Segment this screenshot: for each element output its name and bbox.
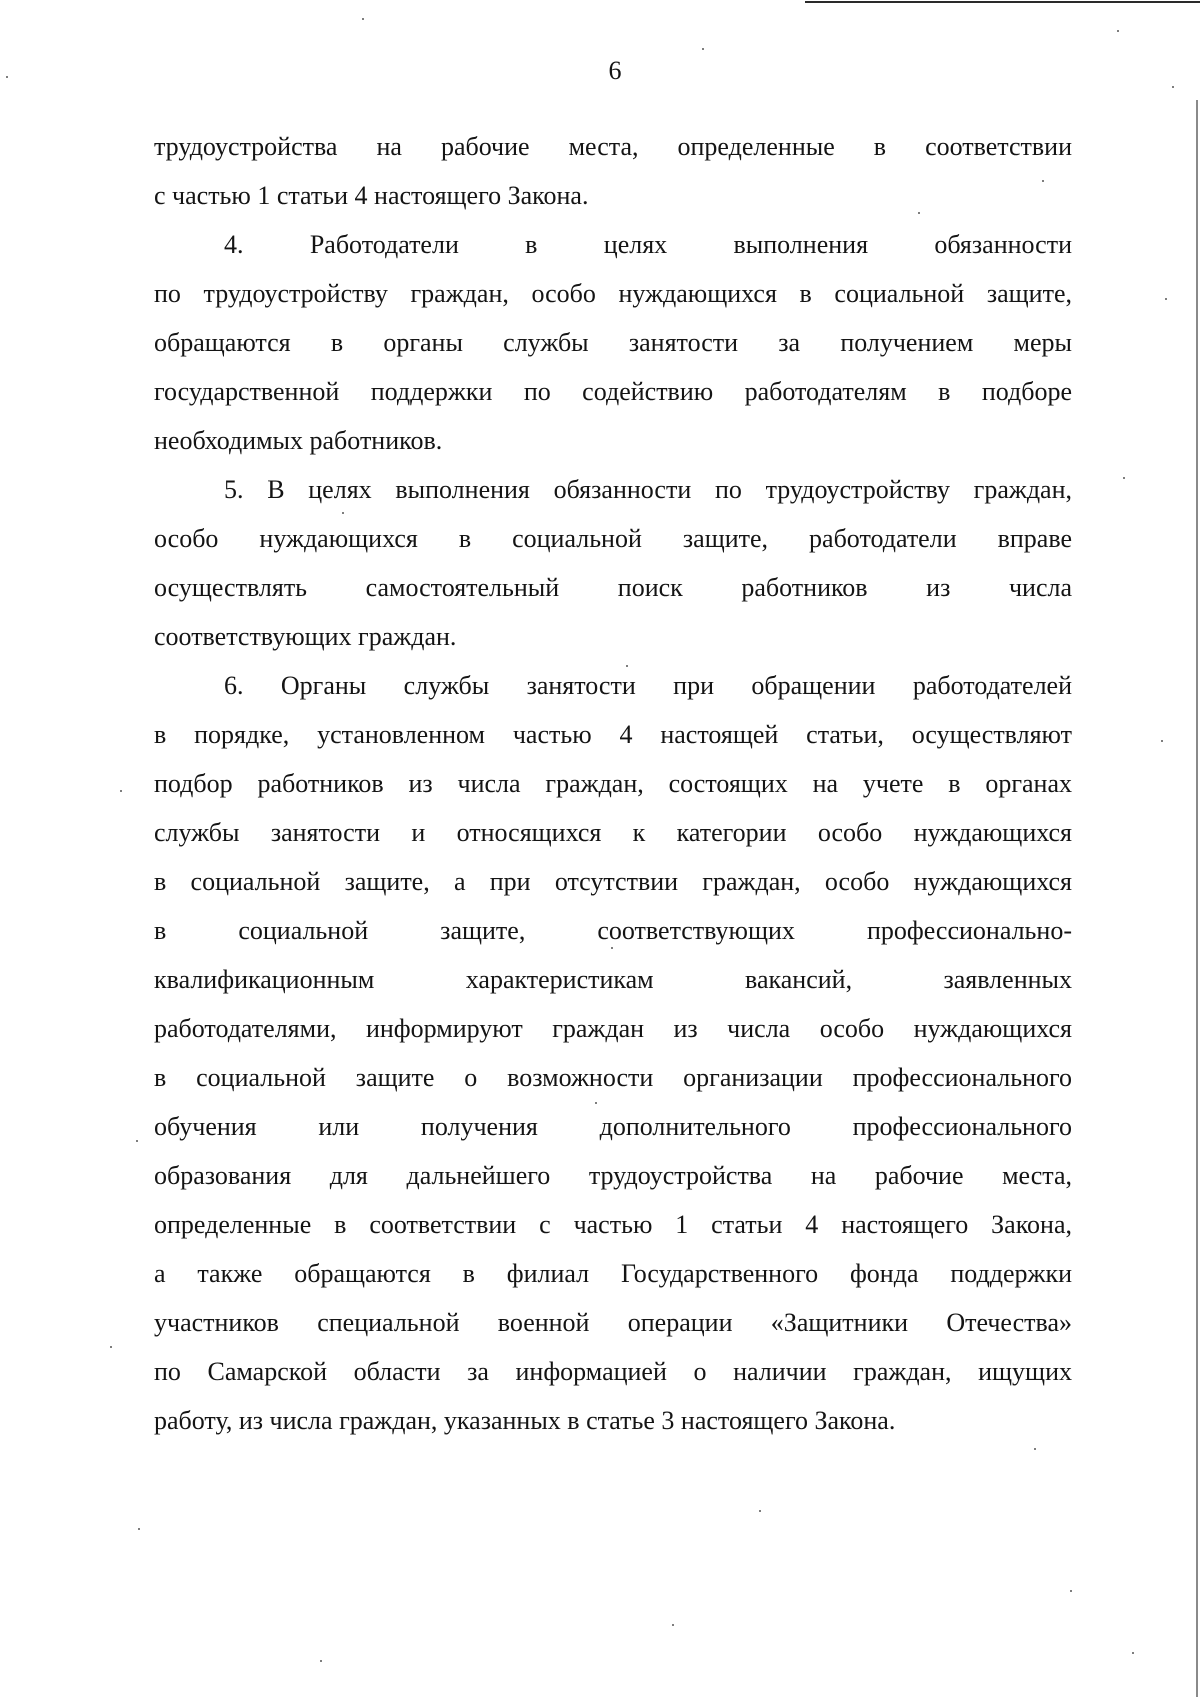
text-line: трудоустройства на рабочие места, определенные в соответствии (154, 132, 1072, 161)
text-line: а также обращаются в филиал Государственного фонда поддержки (154, 1259, 1072, 1288)
scan-speck (759, 1510, 761, 1512)
scan-speck (138, 1528, 140, 1530)
scan-speck (626, 665, 628, 667)
scan-speck (611, 947, 613, 949)
scan-speck (1132, 1652, 1134, 1654)
text-line: обращаются в органы службы занятости за получением меры (154, 328, 1072, 357)
scan-speck (1034, 1448, 1036, 1450)
paragraph-5-first-line: 5. В целях выполнения обязанности по трудоустройству граждан, (224, 475, 1072, 504)
text-line: обучения или получения дополнительного профессионального (154, 1112, 1072, 1141)
paragraph-6-first-line: 6. Органы службы занятости при обращении работодателей (224, 671, 1072, 700)
text-line: участников специальной военной операции «Защитники Отечества» (154, 1308, 1072, 1337)
paragraph-4-first-line: 4. Работодатели в целях выполнения обязанности (224, 230, 1072, 259)
text-line: с частью 1 статьи 4 настоящего Закона. (154, 181, 589, 210)
scan-speck (1070, 1590, 1072, 1592)
scan-speck (110, 1346, 112, 1348)
text-line: подбор работников из числа граждан, состоящих на учете в органах (154, 769, 1072, 798)
text-line: государственной поддержки по содействию работодателям в подборе (154, 377, 1072, 406)
scan-speck (1123, 477, 1125, 479)
scan-speck (320, 1660, 322, 1662)
scan-speck (1165, 298, 1167, 300)
page-number: 6 (608, 56, 622, 85)
text-line: в социальной защите о возможности организации профессионального (154, 1063, 1072, 1092)
text-line: в социальной защите, а при отсутствии граждан, особо нуждающихся (154, 867, 1072, 896)
scan-speck (6, 76, 8, 78)
text-line: в социальной защите, соответствующих профессионально- (154, 916, 1072, 945)
scan-speck (702, 48, 704, 50)
text-line: определенные в соответствии с частью 1 статьи 4 настоящего Закона, (154, 1210, 1072, 1239)
document-body (154, 122, 1072, 1445)
text-line: работу, из числа граждан, указанных в статье 3 настоящего Закона. (154, 1406, 896, 1435)
scan-speck (918, 212, 920, 214)
scan-speck (1042, 180, 1044, 182)
scan-speck (362, 18, 364, 20)
scan-speck (1172, 86, 1174, 88)
scan-speck (342, 512, 344, 514)
scan-speck (1117, 30, 1119, 32)
scan-right-edge (1196, 100, 1198, 1697)
text-line: квалификационным характеристикам вакансий, заявленных (154, 965, 1072, 994)
text-line: работодателями, информируют граждан из числа особо нуждающихся (154, 1014, 1072, 1043)
text-line: образования для дальнейшего трудоустройства на рабочие места, (154, 1161, 1072, 1190)
text-line: необходимых работников. (154, 426, 443, 455)
text-line: по Самарской области за информацией о наличии граждан, ищущих (154, 1357, 1072, 1386)
text-line: службы занятости и относящихся к категории особо нуждающихся (154, 818, 1072, 847)
scan-speck (595, 1102, 597, 1104)
text-line: соответствующих граждан. (154, 622, 457, 651)
scan-top-edge (805, 1, 1200, 3)
scan-speck (120, 790, 122, 792)
scan-speck (136, 1140, 138, 1142)
text-line: осуществлять самостоятельный поиск работников из числа (154, 573, 1072, 602)
text-line: особо нуждающихся в социальной защите, работодатели вправе (154, 524, 1072, 553)
scan-speck (1161, 740, 1163, 742)
scan-speck (672, 1624, 674, 1626)
text-line: в порядке, установленном частью 4 настоящей статьи, осуществляют (154, 720, 1072, 749)
text-line: по трудоустройству граждан, особо нуждающихся в социальной защите, (154, 279, 1072, 308)
